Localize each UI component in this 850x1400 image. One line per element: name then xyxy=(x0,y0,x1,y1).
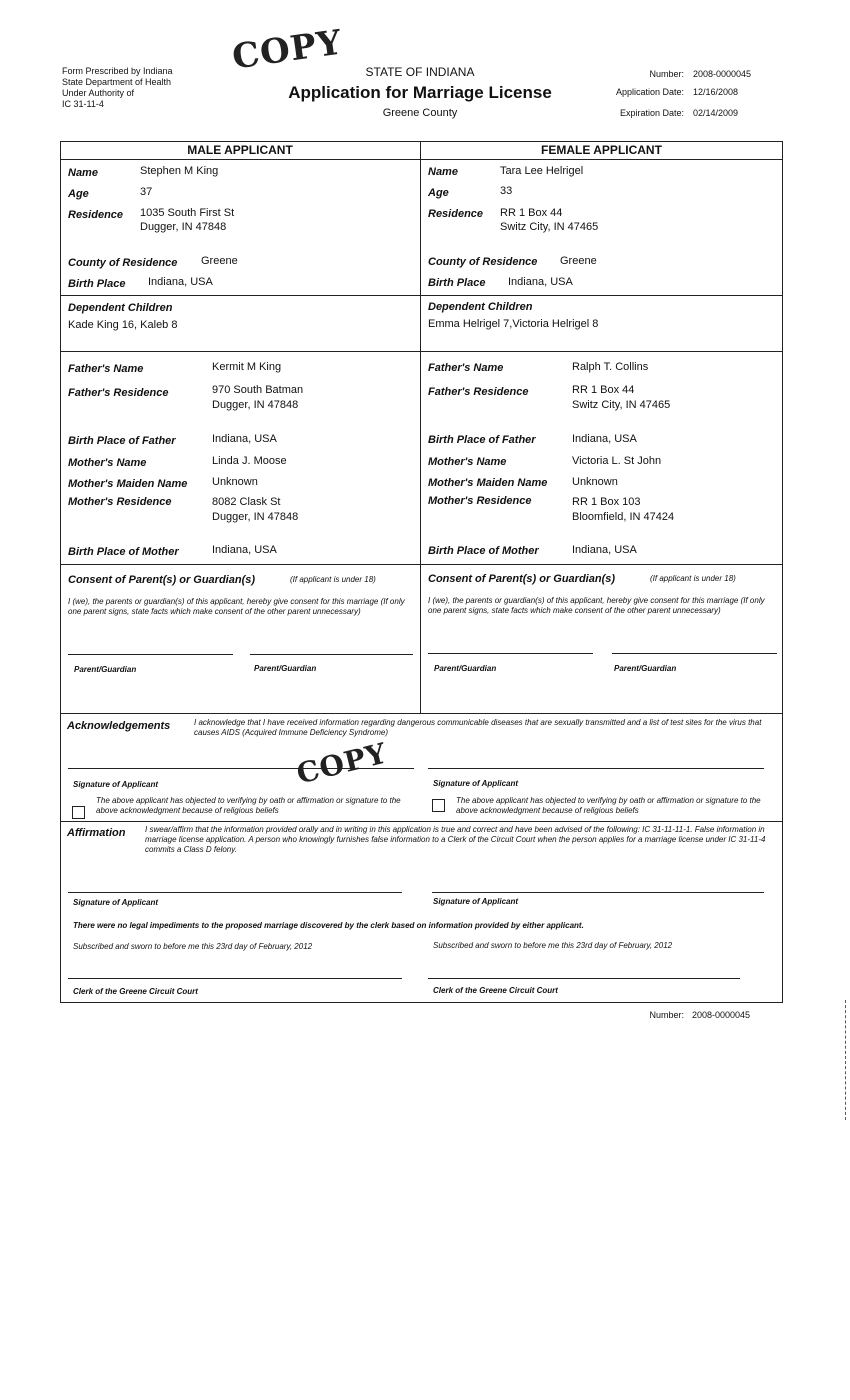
affirmation-label: Affirmation xyxy=(67,827,126,839)
affirmation-text: I swear/affirm that the information provided orally and in writing in this application is true and correct and have been advised of the following: IC 31-11-11-1. False information in marriage license application. A person who knowingly furnishes false information to a Clerk of the Circuit Court when the person applies for a marriage license under IC 31-11-4 commits a Class D felony. xyxy=(145,825,766,854)
application-date-label: Application Date: xyxy=(615,87,684,97)
female-father-residence-label: Father's Residence xyxy=(428,386,529,398)
female-father-name-value: Ralph T. Collins xyxy=(572,361,649,373)
male-guardian-signature-line[interactable] xyxy=(68,654,233,655)
male-parent-guardian-label: Parent/Guardian xyxy=(74,665,137,674)
acknowledgements-text: I acknowledge that I have received information regarding dangerous communicable diseases that are sexually transmitted and a list of test sites for the virus that causes AIDS (Acquired Immune Deficiency Syndrome) xyxy=(194,718,762,737)
male-signature-label: Signature of Applicant xyxy=(73,780,159,789)
male-mother-maiden-label: Mother's Maiden Name xyxy=(68,478,188,490)
male-mother-residence-line: 8082 Clask St xyxy=(212,496,281,508)
number-value: 2008-0000045 xyxy=(693,69,752,79)
form-prescribed-line: Under Authority of xyxy=(62,88,135,98)
female-parent-guardian-label: Parent/Guardian xyxy=(434,664,497,673)
no-impediments-statement: There were no legal impediments to the proposed marriage discovered by the clerk based on information provided by either applicant. xyxy=(73,921,584,930)
form-title: Application for Marriage License xyxy=(288,83,552,102)
form-prescribed-line: IC 31-11-4 xyxy=(62,99,104,109)
female-name-value: Tara Lee Helrigel xyxy=(500,165,584,177)
copy-stamp: COPY xyxy=(229,22,345,78)
female-mother-birth-place-label: Birth Place of Mother xyxy=(428,545,539,557)
female-mother-residence-line: Bloomfield, IN 47424 xyxy=(572,511,675,523)
female-birth-place-label: Birth Place xyxy=(428,277,486,289)
female-objection-text: The above applicant has objected to verifying by oath or affirmation or signature to the above acknowledgment because of religious beliefs xyxy=(456,796,761,815)
state-heading: STATE OF INDIANA xyxy=(365,65,475,79)
female-consent-note: (If applicant is under 18) xyxy=(650,574,736,583)
male-mother-residence-line: Dugger, IN 47848 xyxy=(212,511,299,523)
form-prescribed-block xyxy=(62,66,173,110)
male-county-label: County of Residence xyxy=(68,257,178,269)
female-residence-label: Residence xyxy=(428,208,484,220)
female-mother-birth-place-value: Indiana, USA xyxy=(572,544,637,556)
county-heading: Greene County xyxy=(382,107,458,119)
male-dependent-children-label: Dependent Children xyxy=(68,302,173,314)
female-mother-maiden-value: Unknown xyxy=(572,476,618,488)
female-birth-place-value: Indiana, USA xyxy=(508,276,573,288)
female-father-residence-line: RR 1 Box 44 xyxy=(572,384,635,396)
female-mother-maiden-label: Mother's Maiden Name xyxy=(428,477,548,489)
female-mother-residence-line: RR 1 Box 103 xyxy=(572,496,641,508)
female-father-birth-place-label: Birth Place of Father xyxy=(428,434,536,446)
male-guardian-signature-line[interactable] xyxy=(250,654,413,655)
expiration-date-label: Expiration Date: xyxy=(619,108,684,118)
male-father-residence-label: Father's Residence xyxy=(68,387,169,399)
female-mother-residence-label: Mother's Residence xyxy=(428,495,532,507)
male-affirmation-signature-line[interactable] xyxy=(68,892,402,893)
male-age-label: Age xyxy=(68,188,89,200)
male-father-name-value: Kermit M King xyxy=(212,361,282,373)
male-residence-line: 1035 South First St xyxy=(140,207,235,219)
male-subscribed-text: Subscribed and sworn to before me this 23rd day of February, 2012 xyxy=(73,942,313,951)
female-clerk-signature-line[interactable] xyxy=(428,978,740,979)
male-consent-label: Consent of Parent(s) or Guardian(s) xyxy=(68,574,256,586)
male-clerk-signature-line[interactable] xyxy=(68,978,402,979)
male-mother-name-value: Linda J. Moose xyxy=(212,455,287,467)
male-name-value: Stephen M King xyxy=(140,165,219,177)
acknowledgements-label: Acknowledgements xyxy=(67,720,171,732)
male-residence-label: Residence xyxy=(68,209,124,221)
form-prescribed-line: State Department of Health xyxy=(62,77,172,87)
female-father-name-label: Father's Name xyxy=(428,362,504,374)
male-father-name-label: Father's Name xyxy=(68,363,144,375)
female-age-value: 33 xyxy=(500,185,513,197)
female-father-residence-line: Switz City, IN 47465 xyxy=(572,399,671,411)
male-objection-checkbox[interactable] xyxy=(72,806,85,819)
male-consent-text: I (we), the parents or guardian(s) of this applicant, hereby give consent for this marriage (If only one parent signs, state facts which make consent of the other parent unnecessary) xyxy=(68,597,405,616)
male-residence-line: Dugger, IN 47848 xyxy=(140,221,227,233)
divider xyxy=(60,713,783,714)
male-parent-guardian-label: Parent/Guardian xyxy=(254,664,317,673)
male-mother-maiden-value: Unknown xyxy=(212,476,258,488)
male-birth-place-label: Birth Place xyxy=(68,278,126,290)
female-affirmation-signature-label: Signature of Applicant xyxy=(433,897,519,906)
divider xyxy=(60,821,783,822)
female-residence-line: Switz City, IN 47465 xyxy=(500,221,599,233)
number-label: Number: xyxy=(649,69,684,79)
female-dependent-children-label: Dependent Children xyxy=(428,301,533,313)
divider xyxy=(60,159,783,160)
male-mother-name-label: Mother's Name xyxy=(68,457,147,469)
form-prescribed-line: Form Prescribed by Indiana xyxy=(62,66,173,76)
female-name-label: Name xyxy=(428,166,458,178)
male-father-birth-place-value: Indiana, USA xyxy=(212,433,277,445)
form-frame xyxy=(60,141,783,1003)
female-parent-guardian-label: Parent/Guardian xyxy=(614,664,677,673)
male-mother-residence-label: Mother's Residence xyxy=(68,496,172,508)
female-applicant-heading: FEMALE APPLICANT xyxy=(541,143,662,157)
female-county-label: County of Residence xyxy=(428,256,538,268)
footer-number-label: Number: xyxy=(649,1010,684,1020)
male-affirmation-signature-label: Signature of Applicant xyxy=(73,898,159,907)
female-objection-checkbox[interactable] xyxy=(432,799,445,812)
female-mother-name-label: Mother's Name xyxy=(428,456,507,468)
male-clerk-label: Clerk of the Greene Circuit Court xyxy=(73,987,198,996)
female-county-value: Greene xyxy=(560,255,597,267)
female-affirmation-signature-line[interactable] xyxy=(432,892,764,893)
scan-edge-line xyxy=(845,1000,846,1120)
male-age-value: 37 xyxy=(140,186,153,198)
footer-number-value: 2008-0000045 xyxy=(692,1010,751,1020)
female-consent-text: I (we), the parents or guardian(s) of this applicant, hereby give consent for this marriage (If only one parent signs, state facts which make consent of the other parent unnecessary) xyxy=(428,596,765,615)
female-signature-label: Signature of Applicant xyxy=(433,779,519,788)
male-objection-text: The above applicant has objected to verifying by oath or affirmation or signature to the above acknowledgment because of religious beliefs xyxy=(96,796,401,815)
center-divider xyxy=(420,141,421,714)
male-county-value: Greene xyxy=(201,255,238,267)
female-residence-line: RR 1 Box 44 xyxy=(500,207,563,219)
male-applicant-signature-line[interactable] xyxy=(68,768,414,769)
male-father-residence-line: Dugger, IN 47848 xyxy=(212,399,299,411)
expiration-date-value: 02/14/2009 xyxy=(693,108,739,118)
female-father-birth-place-value: Indiana, USA xyxy=(572,433,637,445)
female-age-label: Age xyxy=(428,187,449,199)
male-father-residence-line: 970 South Batman xyxy=(212,384,304,396)
divider xyxy=(60,295,783,296)
male-dependent-children-value: Kade King 16, Kaleb 8 xyxy=(68,319,178,331)
female-mother-name-value: Victoria L. St John xyxy=(572,455,662,467)
application-date-value: 12/16/2008 xyxy=(693,87,739,97)
male-applicant-heading: MALE APPLICANT xyxy=(187,143,293,157)
female-dependent-children-value: Emma Helrigel 7,Victoria Helrigel 8 xyxy=(428,318,599,330)
female-clerk-label: Clerk of the Greene Circuit Court xyxy=(433,986,558,995)
female-consent-label: Consent of Parent(s) or Guardian(s) xyxy=(428,573,616,585)
copy-stamp: COPY xyxy=(293,736,391,791)
female-subscribed-text: Subscribed and sworn to before me this 23rd day of February, 2012 xyxy=(433,941,673,950)
male-consent-note: (If applicant is under 18) xyxy=(290,575,376,584)
female-guardian-signature-line[interactable] xyxy=(428,653,593,654)
male-mother-birth-place-label: Birth Place of Mother xyxy=(68,546,179,558)
female-applicant-signature-line[interactable] xyxy=(428,768,764,769)
male-name-label: Name xyxy=(68,167,98,179)
female-guardian-signature-line[interactable] xyxy=(612,653,777,654)
divider xyxy=(60,564,783,565)
male-father-birth-place-label: Birth Place of Father xyxy=(68,435,176,447)
male-birth-place-value: Indiana, USA xyxy=(148,276,213,288)
male-mother-birth-place-value: Indiana, USA xyxy=(212,544,277,556)
divider xyxy=(60,351,783,352)
